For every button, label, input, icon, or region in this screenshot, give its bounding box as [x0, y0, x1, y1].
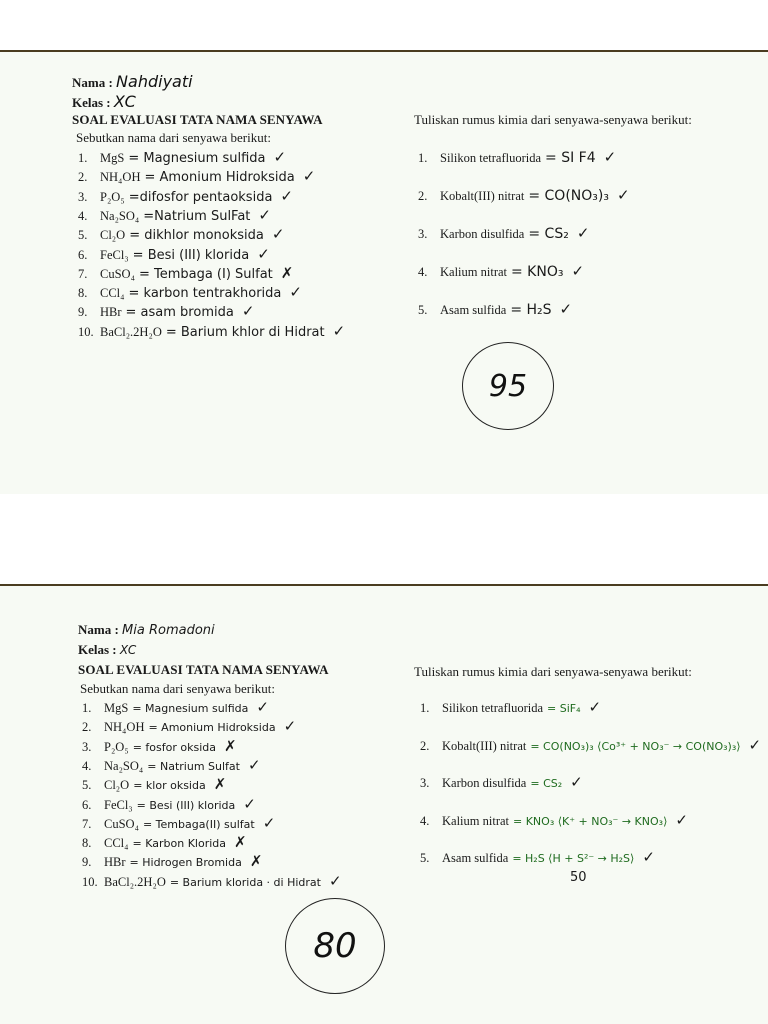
question-text: Kalium nitrat [442, 813, 509, 828]
question-row [82, 775, 226, 793]
student-class: XC [119, 643, 137, 657]
question-row [420, 736, 761, 754]
question-row [82, 698, 269, 716]
grading-mark: ✓ [559, 300, 573, 318]
question-text: Asam sulfida [440, 303, 507, 317]
question-text: MgS [100, 151, 125, 165]
question-row [78, 245, 270, 263]
question-number: 8. [78, 286, 88, 301]
question-text: Silikon tetrafluorida [442, 701, 544, 715]
question-text: FeCl₃ [104, 797, 133, 812]
grading-mark: ✓ [571, 262, 585, 280]
question-text: Kalium nitrat [440, 265, 507, 279]
question-number: 6. [78, 247, 88, 262]
question-text: Na₂SO₄ [100, 208, 140, 223]
handwritten-answer: = asam bromida [125, 305, 234, 321]
question-number: 2. [418, 189, 428, 203]
score-circle: 80 [285, 898, 385, 994]
question-text: BaCl₂.2H₂O [104, 874, 166, 889]
handwritten-answer: = Barium klorida · di Hidrat [169, 875, 321, 889]
question-number: 6. [82, 797, 92, 812]
question-text: NH₄OH [100, 170, 141, 185]
worksheet-title: SOAL EVALUASI TATA NAMA SENYAWA [72, 112, 323, 127]
question-row [82, 833, 247, 851]
handwritten-answer: = CO(NO₃)₃ [528, 188, 609, 204]
grading-mark: ✓ [328, 871, 342, 890]
question-text: P₂O₅ [100, 189, 125, 204]
question-text: BaCl₂.2H₂O [100, 324, 162, 339]
question-row [82, 852, 262, 870]
question-number: 1. [420, 701, 430, 715]
handwritten-answer: = Natrium Sulfat [147, 759, 240, 773]
grading-mark: ✓ [247, 755, 261, 774]
question-row [82, 756, 261, 774]
question-text: Karbon disulfida [442, 776, 527, 790]
question-text: Asam sulfida [442, 851, 509, 865]
question-text: Cl₂O [104, 778, 130, 793]
grading-mark: ✓ [271, 225, 285, 244]
question-row [82, 737, 237, 755]
question-number: 2. [82, 720, 92, 735]
question-row [418, 148, 616, 166]
question-row [420, 811, 688, 829]
question-number: 3. [420, 776, 430, 790]
grading-mark: ✗ [223, 736, 237, 755]
left-instruction: Sebutkan nama dari senyawa berikut: [76, 130, 271, 145]
question-number: 9. [78, 305, 88, 320]
question-number: 3. [418, 227, 428, 241]
handwritten-answer: = SiF₄ [547, 702, 581, 715]
answer-sheet-1 [0, 50, 768, 494]
score-circle: 95 [462, 342, 554, 430]
right-instruction: Tuliskan rumus kimia dari senyawa-senyawa berikut: [414, 664, 692, 679]
question-row [420, 848, 655, 866]
question-row [418, 224, 589, 242]
grading-mark: ✓ [280, 186, 293, 205]
grading-mark: ✓ [642, 848, 655, 866]
question-number: 2. [78, 170, 88, 185]
question-text: CCl₄ [104, 836, 129, 851]
question-text: Kobalt(III) nitrat [442, 738, 527, 753]
handwritten-answer: = CS₂ [528, 226, 569, 242]
question-row [78, 225, 284, 243]
question-text: FeCl₃ [100, 247, 129, 262]
student-class: XC [113, 92, 136, 111]
question-row [82, 717, 296, 735]
worksheet-title: SOAL EVALUASI TATA NAMA SENYAWA [78, 662, 329, 677]
right-instruction: Tuliskan rumus kimia dari senyawa-senyawa berikut: [414, 112, 692, 127]
question-number: 1. [82, 701, 92, 715]
question-text: P₂O₅ [104, 739, 129, 754]
handwritten-answer: = karbon tentrakhorida [128, 286, 282, 302]
question-text: Silikon tetrafluorida [440, 151, 542, 165]
handwritten-answer: = Barium khlor di Hidrat [165, 324, 325, 340]
name-row [78, 622, 215, 638]
question-row [78, 206, 271, 224]
question-number: 5. [78, 228, 88, 243]
question-row [420, 773, 583, 791]
handwritten-answer: = fosfor oksida [132, 740, 216, 754]
answer-sheet-2 [0, 584, 768, 1024]
handwritten-answer: =difosfor pentaoksida [128, 189, 273, 205]
class-label: Kelas : [72, 95, 111, 110]
grading-mark: ✓ [748, 735, 762, 754]
grading-mark: ✓ [289, 283, 302, 302]
class-label: Kelas : [78, 642, 117, 657]
question-number: 3. [82, 739, 92, 754]
grading-mark: ✗ [249, 852, 263, 871]
question-number: 7. [82, 816, 92, 831]
question-number: 5. [418, 303, 428, 317]
question-row [78, 283, 302, 301]
grading-mark: ✓ [588, 698, 602, 716]
question-number: 1. [78, 151, 88, 165]
question-text: CuSO₄ [100, 266, 135, 281]
margin-note: 50 [570, 870, 587, 885]
question-number: 5. [420, 851, 430, 865]
grading-mark: ✓ [257, 244, 270, 263]
handwritten-answer: = Magnesium sulfida [132, 702, 249, 715]
handwritten-answer: = KNO₃ [511, 264, 564, 280]
handwritten-answer: = H₂S ⟨H + S²⁻ → H₂S⟩ [512, 852, 635, 865]
question-row [78, 322, 345, 340]
grading-mark: ✓ [675, 810, 688, 829]
question-row [82, 795, 256, 813]
question-number: 8. [82, 836, 92, 851]
question-number: 3. [78, 189, 88, 204]
handwritten-answer: = dikhlor monoksida [129, 228, 264, 244]
question-number: 2. [420, 738, 430, 753]
question-row [82, 872, 342, 890]
grading-mark: ✗ [213, 775, 227, 794]
question-number: 4. [82, 758, 92, 773]
question-number: 4. [418, 265, 428, 279]
grading-mark: ✗ [234, 833, 247, 852]
grading-mark: ✓ [616, 186, 630, 204]
left-instruction: Sebutkan nama dari senyawa berikut: [80, 681, 275, 696]
question-text: Kobalt(III) nitrat [440, 189, 525, 203]
handwritten-answer: =Natrium SulFat [143, 208, 251, 224]
student-name: Nahdiyati [116, 72, 193, 91]
question-number: 9. [82, 855, 92, 870]
name-label: Nama : [72, 75, 113, 90]
handwritten-answer: = Tembaga(II) sulfat [142, 817, 255, 831]
question-number: 5. [82, 778, 92, 793]
handwritten-answer: = KNO₃ ⟨K⁺ + NO₃⁻ → KNO₃⟩ [513, 814, 668, 828]
handwritten-answer: = klor oksida [133, 779, 206, 793]
handwritten-answer: = Karbon Klorida [132, 837, 226, 851]
name-label: Nama : [78, 622, 119, 637]
handwritten-answer: = Besi (III) klorida [136, 798, 236, 812]
grading-mark: ✓ [258, 205, 271, 224]
question-row [418, 300, 572, 318]
handwritten-answer: = Magnesium sulfida [128, 151, 266, 166]
handwritten-answer: = CO(NO₃)₃ ⟨Co³⁺ + NO₃⁻ → CO(NO₃)₃⟩ [530, 739, 741, 753]
question-number: 10. [78, 324, 94, 339]
question-number: 1. [418, 151, 428, 165]
question-text: NH₄OH [104, 720, 145, 735]
question-row [78, 167, 315, 185]
question-number: 4. [78, 208, 88, 223]
question-row [78, 187, 293, 205]
grading-mark: ✓ [603, 148, 617, 166]
grading-mark: ✗ [280, 263, 294, 282]
question-text: Karbon disulfida [440, 227, 525, 241]
question-text: CCl₄ [100, 286, 125, 301]
question-number: 7. [78, 266, 88, 281]
grading-mark: ✓ [302, 167, 316, 186]
student-name: Mia Romadoni [122, 623, 215, 638]
grading-mark: ✓ [243, 794, 256, 813]
question-text: HBr [100, 305, 122, 320]
grading-mark: ✓ [262, 813, 276, 832]
grading-mark: ✓ [283, 717, 297, 736]
question-text: Na₂SO₄ [104, 758, 144, 773]
handwritten-answer: = Amonium Hidroksida [148, 721, 276, 735]
question-text: HBr [104, 855, 126, 870]
class-row [72, 92, 136, 111]
question-row [418, 262, 584, 280]
grading-mark: ✓ [332, 321, 346, 340]
class-row [78, 642, 136, 658]
grading-mark: ✓ [241, 302, 255, 321]
handwritten-answer: = H₂S [510, 302, 552, 318]
handwritten-answer: = SI F4 [545, 150, 596, 166]
grading-mark: ✓ [576, 224, 590, 242]
grading-mark: ✓ [570, 773, 583, 791]
question-text: CuSO₄ [104, 816, 139, 831]
question-row [82, 814, 275, 832]
question-number: 4. [420, 813, 430, 828]
question-row [78, 148, 286, 166]
name-row [72, 72, 193, 91]
handwritten-answer: = Tembaga (I) Sulfat [138, 266, 273, 282]
question-row [78, 302, 254, 320]
question-text: MgS [104, 701, 129, 715]
grading-mark: ✓ [273, 148, 287, 166]
question-text: Cl₂O [100, 228, 126, 243]
handwritten-answer: = Besi (III) klorida [132, 247, 250, 263]
question-row [420, 698, 601, 716]
question-number: 10. [82, 874, 98, 889]
question-row [78, 264, 293, 282]
grading-mark: ✓ [256, 698, 269, 716]
handwritten-answer: = CS₂ [530, 777, 563, 790]
handwritten-answer: = Hidrogen Bromida [129, 856, 242, 870]
question-row [418, 186, 630, 204]
handwritten-answer: = Amonium Hidroksida [144, 170, 295, 186]
